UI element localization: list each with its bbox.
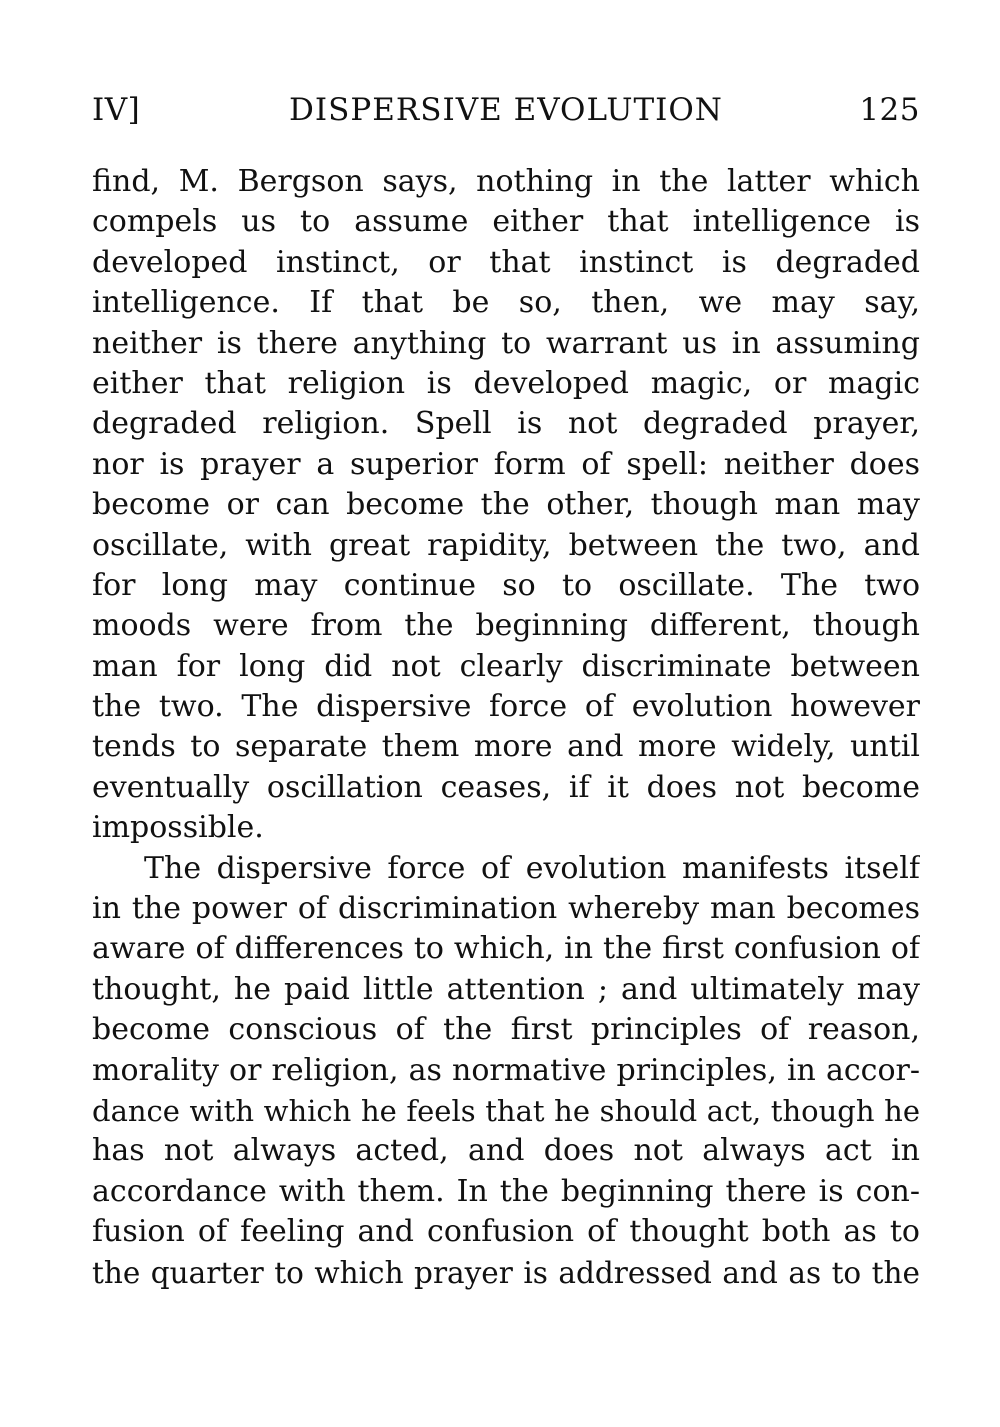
text-line: moods were from the beginning different, though: [92, 608, 920, 644]
text-line: the two. The dispersive force of evolution however: [92, 689, 920, 725]
running-head: [92, 88, 920, 132]
text-line: impossible.: [92, 810, 264, 846]
text-line: in the power of discrimination whereby man becomes: [92, 891, 920, 927]
text-line: fusion of feeling and confusion of thought both as to: [92, 1214, 920, 1250]
text-line: The dispersive force of evolution manifests itself: [144, 850, 920, 886]
chapter-number: IV]: [92, 92, 141, 128]
body-text: [92, 162, 920, 1293]
text-line: has not always acted, and does not always act in: [92, 1133, 920, 1169]
text-line: become conscious of the first principles of reason,: [92, 1012, 920, 1048]
page-number: 125: [859, 92, 920, 128]
text-line: degraded religion. Spell is not degraded prayer,: [92, 406, 920, 442]
paragraph-1: [92, 162, 920, 849]
text-line: eventually oscillation ceases, if it does not become: [92, 769, 920, 805]
text-line: nor is prayer a superior form of spell: neither does: [92, 446, 920, 482]
text-line: either that religion is developed magic, or magic: [92, 365, 920, 401]
text-line: intelligence. If that be so, then, we may say,: [92, 285, 920, 321]
text-line: developed instinct, or that instinct is degraded: [92, 244, 920, 280]
text-line: accordance with them. In the beginning there is con-: [92, 1173, 920, 1209]
text-line: the quarter to which prayer is addressed and as to the: [92, 1255, 920, 1290]
text-line: compels us to assume either that intelligence is: [92, 204, 920, 240]
text-line: dance with which he feels that he should act, though he: [92, 1093, 920, 1128]
text-line: man for long did not clearly discriminate between: [92, 648, 920, 684]
text-line: tends to separate them more and more widely, until: [92, 729, 920, 765]
text-line: neither is there anything to warrant us in assuming: [92, 325, 920, 361]
running-title: DISPERSIVE EVOLUTION: [289, 92, 723, 128]
text-line: for long may continue so to oscillate. The two: [92, 567, 920, 603]
text-line: morality or religion, as normative principles, in accor-: [92, 1052, 920, 1088]
text-line: thought, he paid little attention ; and ultimately may: [92, 971, 920, 1007]
text-line: oscillate, with great rapidity, between the two, and: [92, 527, 920, 563]
text-line: find, M. Bergson says, nothing in the latter which: [92, 164, 920, 199]
text-line: aware of differences to which, in the first confusion of: [92, 931, 920, 967]
paragraph-2: [92, 849, 920, 1293]
text-line: become or can become the other, though man may: [92, 487, 920, 523]
